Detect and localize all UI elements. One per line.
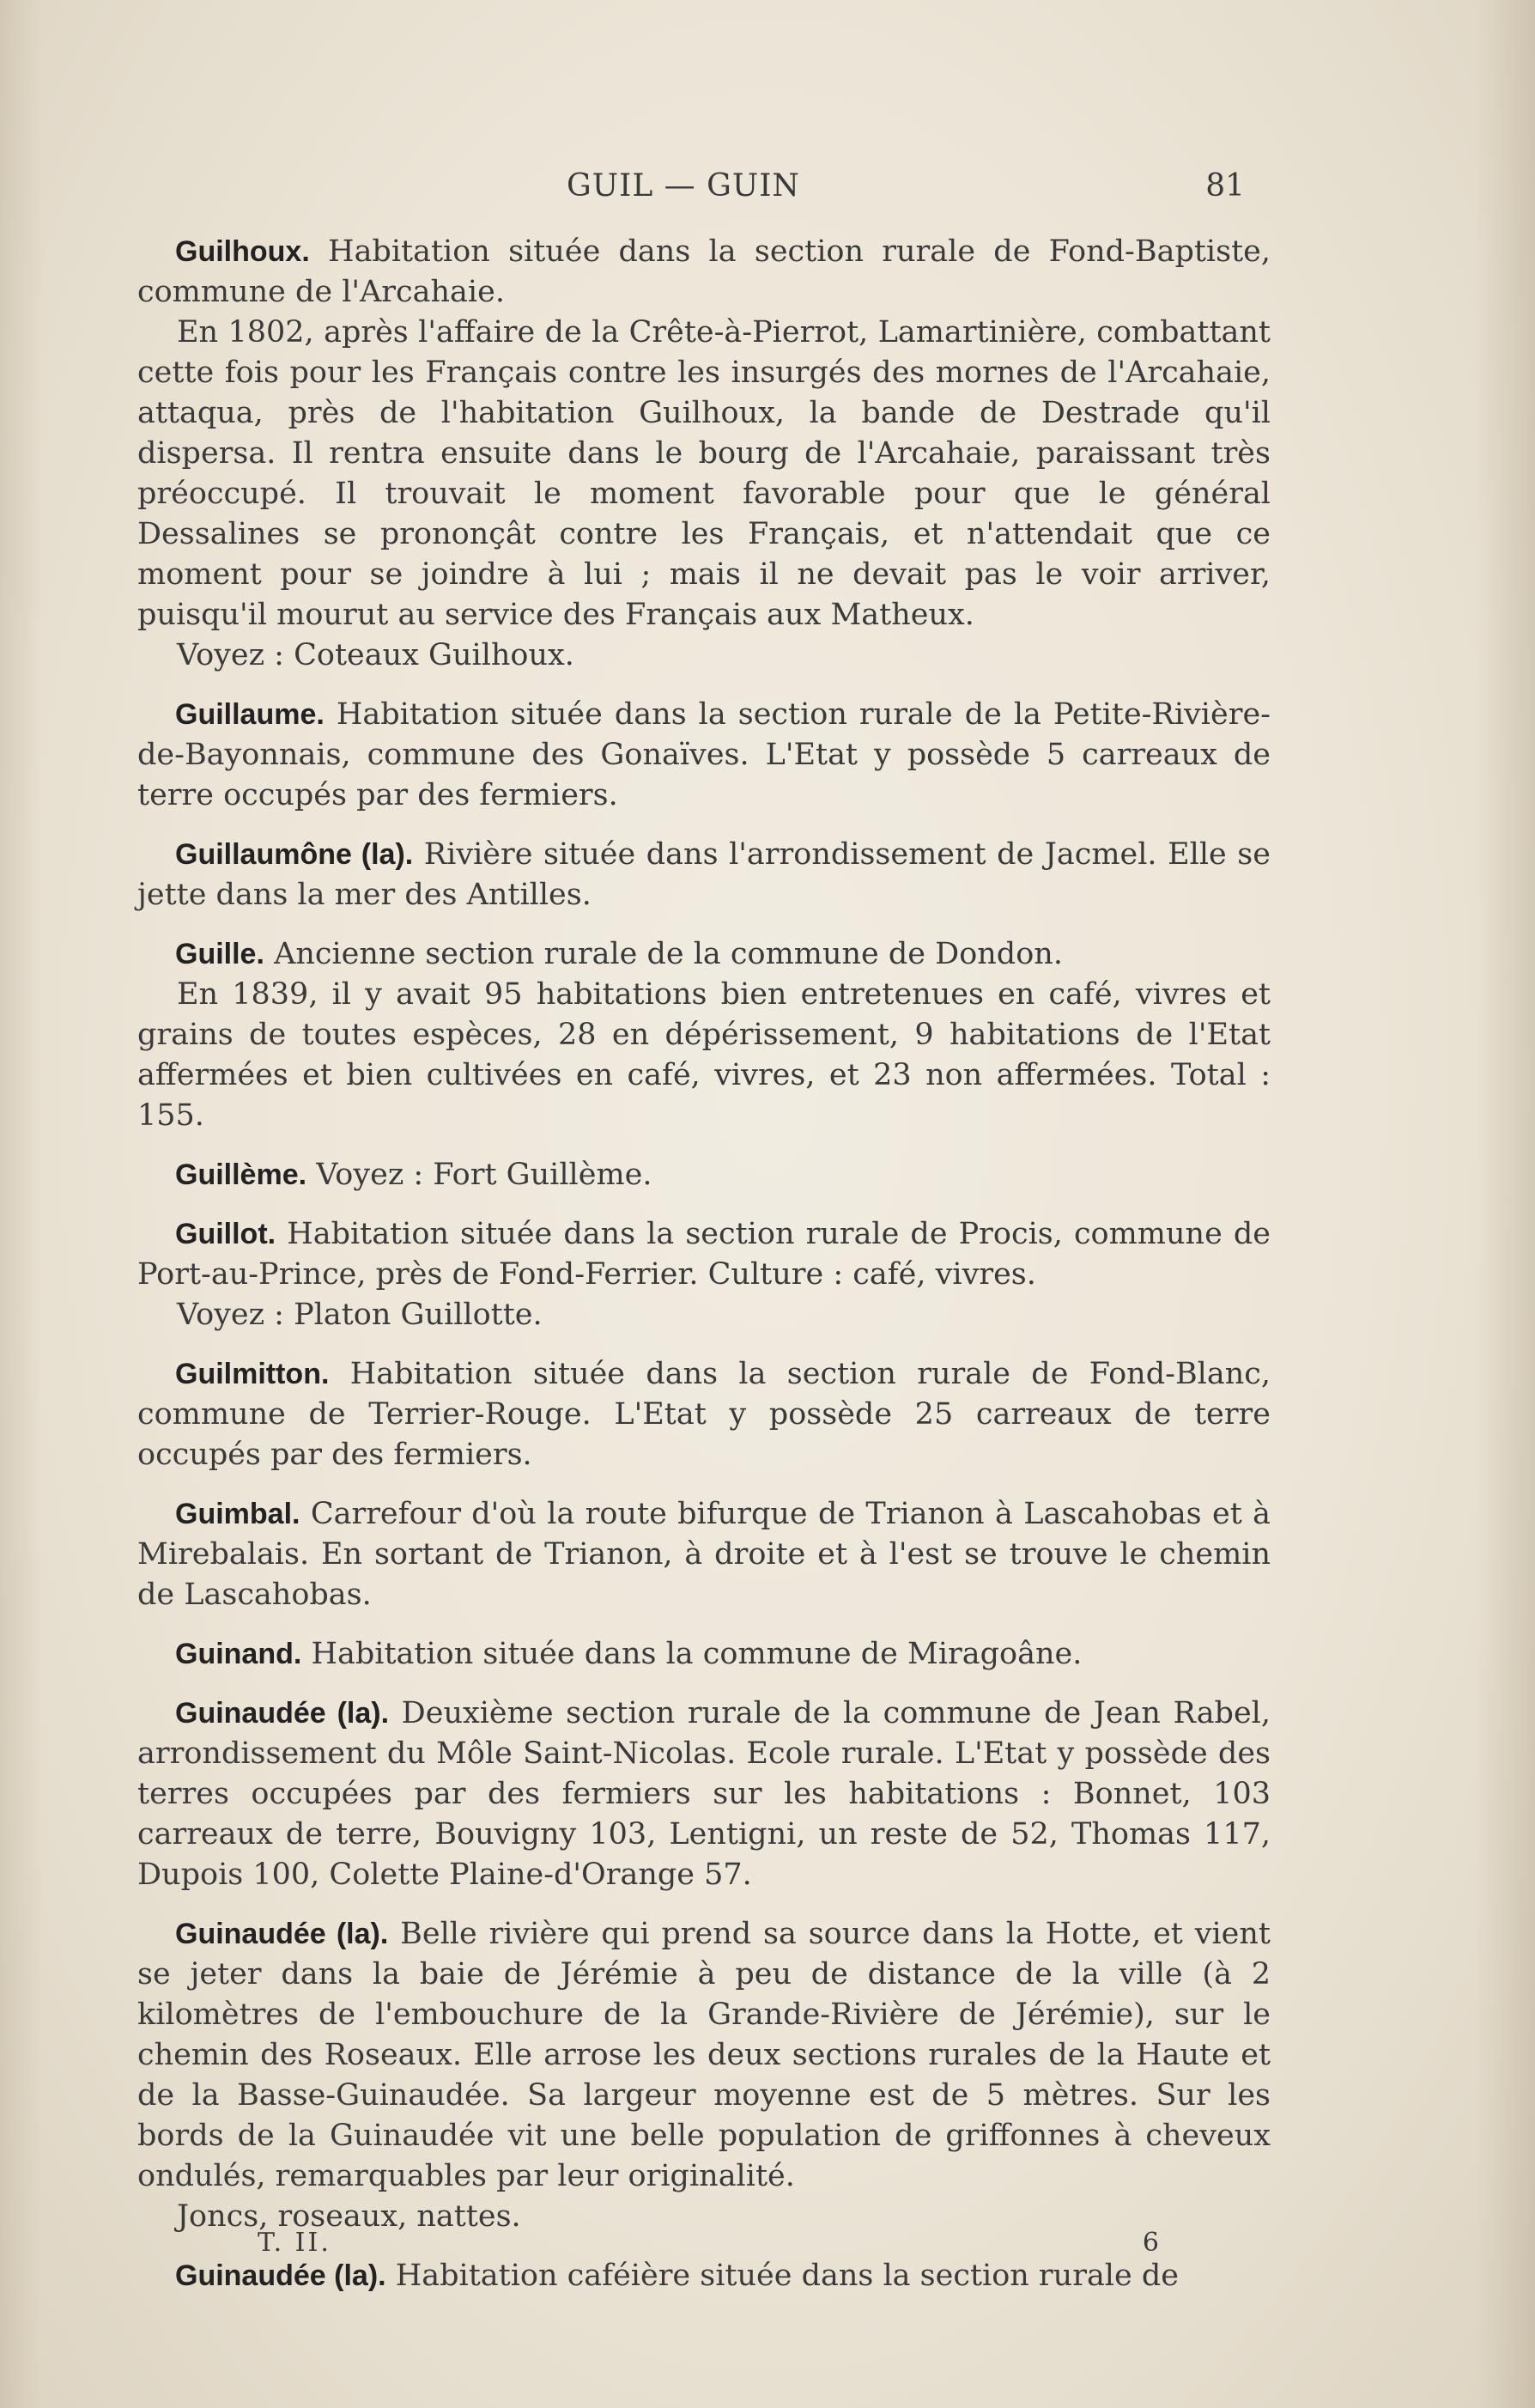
entry-headword: Guillot. [175,1218,276,1250]
entry-definition [137,934,1271,975]
entry-text: Ancienne section rurale de la commune de Dondon. [274,937,1063,971]
running-title: GUIL — GUIN [567,168,800,204]
page-shadow-left [0,0,43,2408]
page-shadow-right [1475,0,1535,2408]
entry-paragraph [137,635,1271,676]
entry-paragraph [137,975,1271,1136]
entry-text: Habitation située dans la section rurale de la Petite-Rivière-de-Bayonnais, commune des Gonaïves. L'Etat y possède 5 carreaux de terre occupés par des fermiers. [137,697,1271,812]
dictionary-entry [137,1354,1271,1475]
entry-text: Habitation située dans la section rurale de Fond-Baptiste, commune de l'Arcahaie. [137,234,1271,309]
entry-headword: Guille. [175,938,264,970]
entry-headword: Guilhoux. [175,235,310,268]
entry-headword: Guinaudée (la). [175,1697,390,1730]
page-footer [258,2228,1159,2271]
entry-text: Voyez : Platon Guillotte. [177,1298,543,1332]
entry-text: Joncs, roseaux, nattes. [177,2199,521,2234]
dictionary-entry [137,835,1271,915]
entry-definition [137,835,1271,915]
volume-signature: T. II. [258,2228,331,2258]
entry-headword: Guilmitton. [175,1358,330,1390]
dictionary-entry [137,1155,1271,1195]
entry-paragraph [137,313,1271,635]
entry-definition [137,1694,1271,1895]
dictionary-entries [137,232,1271,2315]
entry-definition [137,1634,1271,1675]
entry-headword: Guinaudée (la). [175,1918,389,1950]
entry-definition [137,232,1271,313]
dictionary-entry [137,934,1271,1136]
entry-text: En 1802, après l'affaire de la Crête-à-Pierrot, Lamartinière, combattant cette fois pour les Français contre les insurgés des mornes de l'Arcahaie, attaqua, près de l'habitation Guilhoux, la bande de Destrade qu'il dispersa. Il rentra ensuite dans le bourg de l'Arcahaie, paraissant très préoccupé. Il trouvait le moment favorable pour que le général Dessalines se prononçât contre les Français, et n'attendait que ce moment pour se joindre à lui ; mais il ne devait pas le voir arriver, puisqu'il mourut au service des Français aux Matheux. [137,315,1271,632]
entry-headword: Guillaume. [175,698,325,731]
dictionary-entry [137,1214,1271,1335]
entry-definition [137,1494,1271,1615]
entry-headword: Guimbal. [175,1498,300,1530]
entry-definition [137,1354,1271,1475]
entry-headword: Guinaudée (la). [175,2259,386,2292]
dictionary-entry [137,232,1271,676]
entry-headword: Guillaumône (la). [175,838,414,871]
entry-definition [137,1914,1271,2197]
dictionary-entry [137,1494,1271,1615]
entry-text: Carrefour d'où la route bifurque de Trianon à Lascahobas et à Mirebalais. En sortant de Trianon, à droite et à l'est se trouve le chemin de Lascahobas. [137,1497,1271,1612]
entry-text: Deuxième section rurale de la commune de Jean Rabel, arrondissement du Môle Saint-Nicolas. Ecole rurale. L'Etat y possède des terres occupées par des fermiers sur les habitations : Bonnet, 103 carreaux de terre, Bouvigny 103, Lentigni, un reste de 52, Thomas 117, Dupois 100, Colette Plaine-d'Orange 57. [137,1696,1271,1892]
dictionary-entry [137,695,1271,816]
entry-text: Voyez : Fort Guillème. [316,1158,652,1192]
entry-text: Rivière située dans l'arrondissement de Jacmel. Elle se jette dans la mer des Antilles. [137,837,1271,912]
dictionary-entry [137,1694,1271,1895]
sheet-number: 6 [1142,2228,1159,2258]
entry-headword: Guinand. [175,1638,302,1670]
entry-text: Habitation située dans la section rurale de Fond-Blanc, commune de Terrier-Rouge. L'Etat y possède 25 carreaux de terre occupés par des fermiers. [137,1357,1271,1472]
dictionary-entry [137,1634,1271,1675]
entry-text: Habitation située dans la commune de Miragoâne. [311,1637,1083,1671]
entry-text: Voyez : Coteaux Guilhoux. [177,638,574,672]
entry-text: En 1839, il y avait 95 habitations bien entretenues en café, vivres et grains de toutes espèces, 28 en dépérissement, 9 habitations de l'Etat affermées et bien cultivées en café, vivres, et 23 non affermées. Total : 155. [137,977,1271,1133]
entry-text: Habitation située dans la section rurale de Procis, commune de Port-au-Prince, près de Fond-Ferrier. Culture : café, vivres. [137,1217,1271,1292]
dictionary-entry [137,1914,1271,2237]
page-number: 81 [1205,168,1245,204]
entry-text: Belle rivière qui prend sa source dans la Hotte, et vient se jeter dans la baie de Jérémie à peu de distance de la ville (à 2 kilomètres de l'embouchure de la Grande-Rivière de Jérémie), sur le chemin des Roseaux. Elle arrose les deux sections rurales de la Haute et de la Basse-Guinaudée. Sa largeur moyenne est de 5 mètres. Sur les bords de la Guinaudée vit une belle population de griffonnes à cheveux ondulés, remarquables par leur originalité. [137,1917,1271,2193]
running-head [567,168,1245,220]
entry-definition [137,1214,1271,1295]
entry-headword: Guillème. [175,1158,307,1191]
entry-text: Habitation caféière située dans la section rurale de [395,2259,1179,2293]
entry-paragraph [137,1295,1271,1335]
entry-definition [137,695,1271,816]
entry-definition [137,1155,1271,1195]
